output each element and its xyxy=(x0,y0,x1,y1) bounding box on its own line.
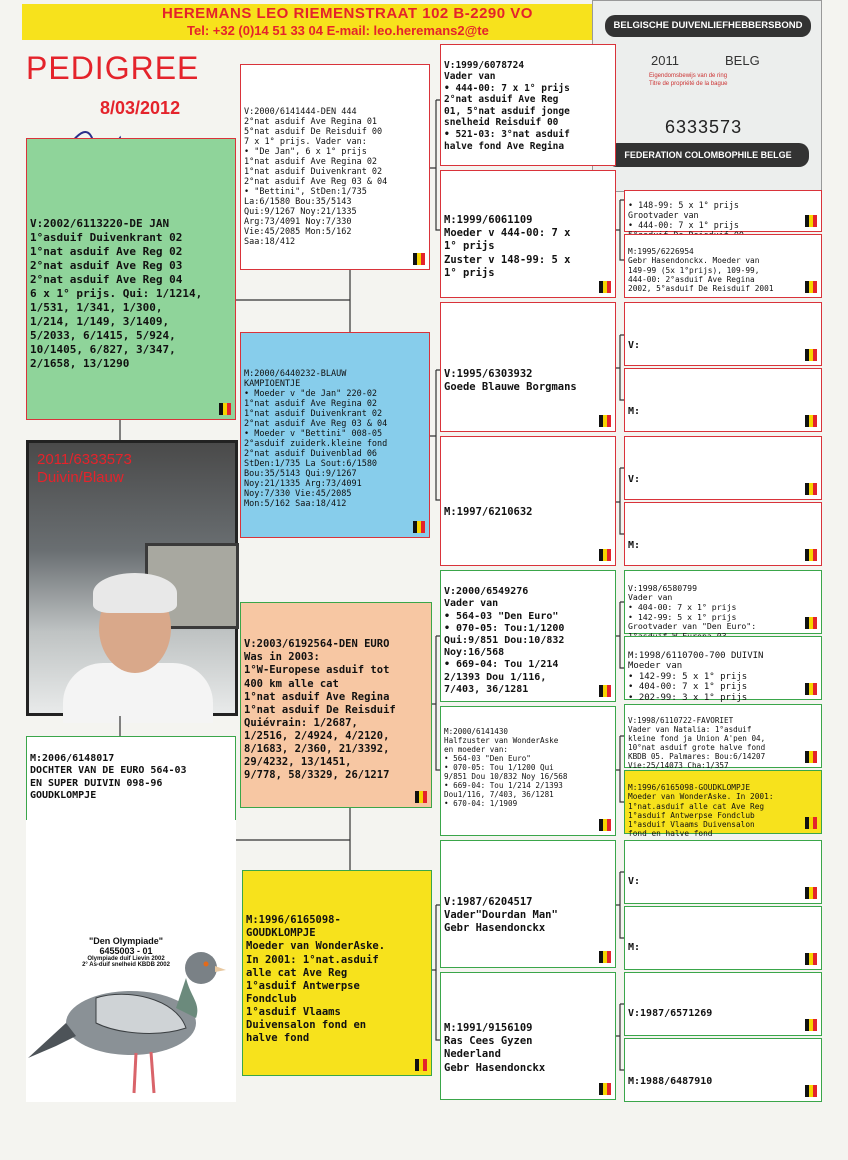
breeder-contact: Tel: +32 (0)14 51 33 04 E-mail: leo.heremans2@te xyxy=(187,23,489,38)
g4-text-8: M:1998/6110700-700 DUIVIN Moeder van • 142-99: 5 x 1° prijs • 404-00: 7 x 1° prijs • 202-99: 3 x 1° prijs xyxy=(628,650,764,704)
g3-text-2: M:1999/6061109 Moeder v 444-00: 7 x 1° prijs Zuster v 148-99: 5 x 1° prijs xyxy=(444,214,571,279)
g4-text-3: V: xyxy=(628,339,641,351)
ownership-note: Eigendomsbewijs van de ring Titre de propriété de la bague xyxy=(649,73,728,87)
g3-text-6: M:2000/6141430 Halfzuster van WonderAske en moeder van: • 564-03 "Den Euro" • 070-05: Tou 1/1200 Qui 9/851 Dou 10/832 Noy 16/568 • 669-04: Tou 1/214 2/1393 Dou1/116, 7/403, 36/1281 • 670-04: 1/1909 xyxy=(444,726,568,808)
sire-sire-text: V:2000/6141444-DEN 444 2°nat asduif Ave Regina 01 5°nat asduif De Reisduif 00 7 x 1° prijs. Vader van: • "De Jan", 6 x 1° prijs 1°nat asduif Ave Regina 02 1°nat asduif Duivenkrant 02 2°nat asduif Ave Reg 03 & 04 • "Bettini", StDen:1/735 La:6/1580 Bou:35/5143 Qui:9/1267 Noy:21/1335 Arg:73/4091 Noy:7/330 Vie:45/2085 Mon:5/162 Saa:18/412 xyxy=(244,107,388,248)
ring-country: BELG xyxy=(725,53,760,68)
federation-name-bottom: FEDERATION COLOMBOPHILE BELGE xyxy=(607,143,809,167)
pedigree-date: 8/03/2012 xyxy=(100,98,181,118)
federation-name-top: BELGISCHE DUIVENLIEFHEBBERSBOND xyxy=(605,15,811,37)
g4-text-14: M:1988/6487910 xyxy=(628,1075,713,1087)
sire-text: V:2002/6113220-DE JAN 1°asduif Duivenkrant 02 1°nat asduif Ave Reg 02 2°nat asduif Ave Reg 03 2°nat asduif Ave Reg 04 6 x 1° prijs. Qui: 1/1214, 1/531, 1/341, 1/300, 1/214, 1/149, 3/1409, 5/2033, 6/1415, 5/924, 10/1405, 6/827, 3/347, 2/1658, 13/1290 xyxy=(30,216,203,370)
dam-sire-text: V:2003/6192564-DEN EURO Was in 2003: 1°W-Europese asduif tot 400 km alle cat 1°nat asduif Ave Regina 1°nat asduif De Reisduif Quiévrain: 1/2687, 1/2516, 2/4924, 4/2120, 8/1683, 2/360, 21/3392, 29/4232, 13/1451, 9/778, 58/3329, 26/1217 xyxy=(244,638,396,782)
pigeon-name: "Den Olympiade" xyxy=(88,936,164,946)
page-title: PEDIGREE xyxy=(26,50,200,86)
g4-text-2: M:1995/6226954 Gebr Hasendonckx. Moeder van 149-99 (5x 1°prijs), 109-99, 444-00: 2°asduif Ave Regina 2002, 5°asduif De Reisduif 2001 xyxy=(628,247,774,293)
g4-text-13: V:1987/6571269 xyxy=(628,1007,713,1019)
g3-text-8: M:1991/9156109 Ras Cees Gyzen Nederland Gebr Hasendonckx xyxy=(444,1022,546,1074)
pigeon-note-2: 2° As-duif snelheid KBDB 2002 xyxy=(82,962,170,968)
pigeon-note-1: Olympiade duif Lievin 2002 xyxy=(87,956,165,962)
g4-text-4: M: xyxy=(628,405,641,417)
g4-text-11: V: xyxy=(628,875,641,887)
g4-text-1: • 148-99: 5 x 1° prijs Grootvader van • 444-00: 7 x 1° prijs xyxy=(628,199,739,230)
photo-ring-number: 2011/6333573 xyxy=(37,451,132,468)
g4-text-10: M:1996/6165098-GOUDKLOMPJE Moeder van WonderAske. In 2001: 1°nat.asduif alle cat Ave Reg 1°asduif Antwerpse Fondclub 1°asduif Vlaams Duivensalon fond en halve fond xyxy=(628,783,774,839)
dam-text: M:2006/6148017 DOCHTER VAN DE EURO 564-03 EN SUPER DUIVIN 098-96 GOUDKLOMPJE xyxy=(30,752,187,801)
ring-number: 6333573 xyxy=(665,117,743,137)
g4-text-12: M: xyxy=(628,941,641,953)
g4-text-6: M: xyxy=(628,539,641,551)
g3-text-4: M:1997/6210632 xyxy=(444,506,533,519)
g3-text-1: V:1999/6078724 Vader van • 444-00: 7 x 1° prijs 2°nat asduif Ave Reg 01, 5°nat asduif jonge snelheid Reisduif 00 • 521-03: 3°nat asduif halve fond Ave Regina xyxy=(444,59,570,152)
g3-text-7: V:1987/6204517 Vader"Dourdan Man" Gebr Hasendonckx xyxy=(444,896,558,935)
g3-text-5: V:2000/6549276 Vader van • 564-03 "Den Euro" • 070-05: Tou:1/1200 Qui:9/851 Dou:10/832 Noy:16/568 • 669-04: Tou 1/214 2/1393 Dou 1/116, 7/403, 36/1281 xyxy=(444,586,565,695)
ring-year: 2011 xyxy=(651,53,679,68)
g4-text-7: V:1998/6580799 Vader van • 404-00: 7 x 1° prijs • 142-99: 5 x 1° prijs Grootvader van "Den Euro": xyxy=(628,582,757,632)
g4-text-9: V:1998/6110722-FAVORIET Vader van Natalia: 1°asduif kleine fond ja Union A'pen 04, 10°nat asduif grote halve fond KBDB 05. Palmares: Bou:6/14207 Vie:25/14073 Cha:1/357 xyxy=(628,715,766,770)
pigeon-ring: 6455003 - 01 xyxy=(99,946,153,956)
photo-color: Duivin/Blauw xyxy=(37,469,124,486)
g4-text-5: V: xyxy=(628,473,641,485)
g3-text-3: V:1995/6303932 Goede Blauwe Borgmans xyxy=(444,368,577,394)
dam-dam-text: M:1996/6165098- GOUDKLOMPJE Moeder van WonderAske. In 2001: 1°nat.asduif alle cat Ave Reg 1°asduif Antwerpse Fondclub 1°asduif Vlaams Duivensalon fond en halve fond xyxy=(246,914,386,1045)
breeder-address: HEREMANS LEO RIEMENSTRAAT 102 B-2290 VO xyxy=(162,5,533,22)
sire-dam-text: M:2000/6440232-BLAUW KAMPIOENTJE • Moeder v "de Jan" 220-02 1°nat asduif Ave Regina 02 1°nat asduif Duivenkrant 02 2°nat asduif Ave Reg 03 & 04 • Moeder v "Bettini" 008-05 2°asduif zuiderk.kleine fond 2°nat asduif Duivenblad 06 StDen:1/735 La Sout:6/1580 Bou:35/5143 Qui:9/1267 Noy:21/1335 Arg:73/4091 Noy:7/330 Vie:45/2085 Mon:5/162 Saa:18/412 xyxy=(244,369,388,510)
